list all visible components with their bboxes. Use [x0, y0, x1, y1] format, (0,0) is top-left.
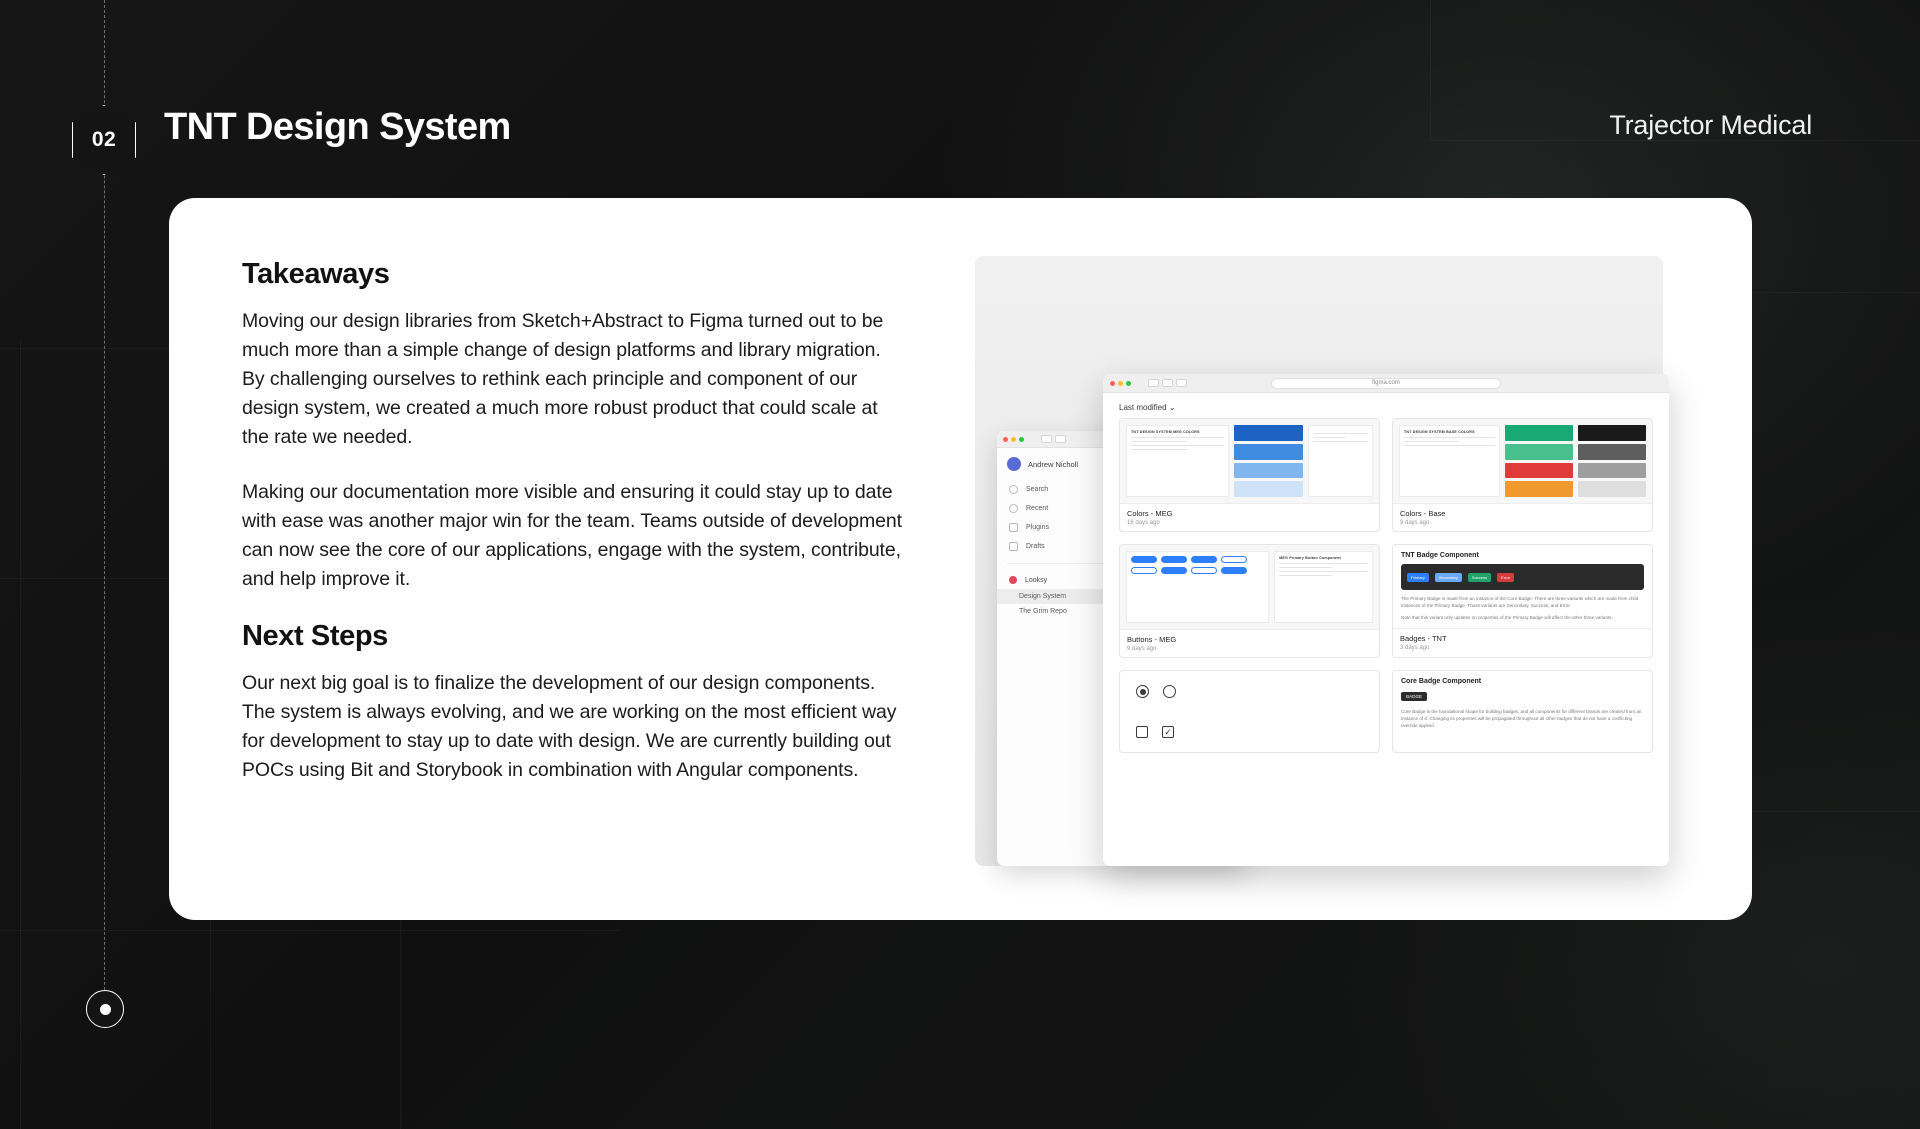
- sidebar-item-label: Design System: [1019, 593, 1067, 600]
- core-badge-body: Core Badge is the foundational shape for building badges, and all components for different brands are created from an instance of it. Changing its properties will be propagated throughout all other badges that do not have a conflicting override applied.: [1401, 709, 1642, 728]
- file-modified: 9 days ago: [1400, 520, 1430, 526]
- badge-variants-row: [1401, 564, 1644, 590]
- minimize-icon: [1011, 437, 1016, 442]
- bg-grid-line: [20, 340, 21, 1129]
- color-swatch: [1234, 425, 1303, 441]
- bg-grid-line: [1430, 0, 1431, 140]
- project-color-icon: [1009, 576, 1017, 584]
- color-swatch: [1505, 463, 1573, 479]
- section-paragraph: Making our documentation more visible and ensuring it could stay up to date with ease was another major win for the team. Teams outside of development can now see the core of our applications, engage with the system, contribute, and help improve it.: [242, 481, 902, 590]
- file-title: Colors - MEG: [1127, 509, 1173, 518]
- section-paragraph: Our next big goal is to finalize the development of our design components. The system is always evolving, and we are working on the most efficient way for development to stay up to date with design. We are currently building out POCs using Bit and Storybook in combination with Angular components.: [242, 672, 897, 781]
- button-preview: [1161, 556, 1187, 563]
- file-thumbnail: [1393, 419, 1652, 503]
- thumbnail-swatches: [1578, 425, 1646, 497]
- section-paragraph: Moving our design libraries from Sketch+Abstract to Figma turned out to be much more than a simple change of design platforms and library migration. By challenging ourselves to rethink each principle and component of our design system, we created a much more robust product that could scale at the rate we needed.: [242, 310, 884, 448]
- color-swatch: [1578, 444, 1646, 460]
- badge-doc-body: The Primary Badge is made from an instance of the Core Badge. There are three variants which are made from child instances of the Primary Badge. Those variants are Secondary, Success, and Error.: [1401, 596, 1639, 608]
- core-badge-doc: [1393, 671, 1652, 736]
- radio-selected[interactable]: [1136, 685, 1149, 698]
- page-title: TNT Design System: [164, 106, 511, 148]
- button-preview: [1221, 556, 1247, 563]
- window-titlebar: [1103, 374, 1669, 393]
- core-badge-doc-tile[interactable]: [1392, 670, 1653, 753]
- nav-label: Recent: [1026, 505, 1049, 512]
- maximize-icon: [1126, 381, 1131, 386]
- core-badge-title: Core Badge Component: [1401, 678, 1482, 685]
- file-title: Colors - Base: [1400, 509, 1446, 518]
- brand-label: Trajector Medical: [1609, 110, 1812, 140]
- bg-grid-line: [0, 930, 620, 931]
- color-swatch: [1234, 463, 1303, 479]
- badge-error: Error: [1497, 573, 1514, 582]
- file-tile[interactable]: [1392, 418, 1653, 532]
- color-swatch: [1234, 444, 1303, 460]
- color-swatch: [1578, 425, 1646, 441]
- nav-label: Plugins: [1026, 524, 1049, 531]
- search-icon: [1009, 485, 1018, 494]
- color-swatch: [1578, 481, 1646, 497]
- file-caption: [1120, 629, 1379, 657]
- avatar: [1007, 457, 1021, 471]
- color-swatch: [1505, 425, 1573, 441]
- button-preview: [1131, 556, 1157, 563]
- button-preview: [1191, 556, 1217, 563]
- thumbnail-text-line: [1279, 563, 1368, 565]
- sort-filter-dropdown[interactable]: [1103, 393, 1669, 418]
- file-title: Buttons - MEG: [1127, 635, 1177, 644]
- badge-doc-note: Note that this variant only updates on properties of the Primary Badge will affect the other three variants.: [1401, 615, 1613, 620]
- thumbnail-text-line: [1279, 575, 1332, 577]
- checkbox-checked[interactable]: ✓: [1162, 726, 1174, 738]
- slide-number-badge: [72, 105, 136, 175]
- thumbnail-doc: [1399, 425, 1500, 497]
- file-thumbnail: [1120, 419, 1379, 503]
- file-caption: [1393, 503, 1652, 531]
- color-swatch: [1505, 481, 1573, 497]
- text-column: [242, 258, 902, 811]
- tab-chip: [1041, 435, 1052, 443]
- radio-unselected[interactable]: [1163, 685, 1176, 698]
- color-swatch: [1505, 444, 1573, 460]
- thumbnail-doc-heading: TNT DESIGN SYSTEM MEG COLORS: [1131, 430, 1200, 434]
- thumbnail-text-line: [1313, 433, 1368, 435]
- sidebar-item-label: The Grim Repo: [1019, 608, 1067, 615]
- controls-tile[interactable]: [1119, 670, 1380, 753]
- section-heading-takeaways: Takeaways: [242, 258, 390, 290]
- sort-filter-label: Last modified: [1119, 403, 1167, 412]
- badge-primary: Primary: [1407, 573, 1429, 582]
- titlebar-controls: [1041, 435, 1066, 443]
- thumbnail-text-line: [1131, 449, 1187, 451]
- checkbox-group: [1120, 712, 1379, 752]
- button-preview: [1191, 567, 1217, 574]
- file-tile[interactable]: [1392, 544, 1653, 658]
- file-caption: [1120, 503, 1379, 531]
- button-preview: [1221, 567, 1247, 574]
- thumbnail-doc-heading: TNT DESIGN SYSTEM BASE COLORS: [1404, 430, 1475, 434]
- close-icon: [1003, 437, 1008, 442]
- checkbox-unchecked[interactable]: [1136, 726, 1148, 738]
- file-caption: [1393, 628, 1652, 656]
- color-swatch: [1578, 463, 1646, 479]
- thumbnail-swatches: [1234, 425, 1303, 497]
- thumbnail-text-line: [1279, 571, 1368, 573]
- maximize-icon: [1019, 437, 1024, 442]
- thumbnail-doc: [1274, 551, 1373, 623]
- file-grid: [1103, 418, 1669, 753]
- tab-chip: [1055, 435, 1066, 443]
- url-label: figma.com: [1372, 380, 1400, 386]
- bg-grid-line: [400, 920, 401, 1129]
- thumbnail-text-line: [1404, 441, 1459, 443]
- file-tile[interactable]: [1119, 544, 1380, 658]
- tab-chip: [1176, 379, 1187, 387]
- tab-chip: [1162, 379, 1173, 387]
- thumbnail-doc: [1126, 425, 1229, 497]
- file-tile[interactable]: [1119, 418, 1380, 532]
- file-thumbnail: [1120, 545, 1379, 629]
- user-name-label: Andrew Nicholl: [1028, 459, 1079, 469]
- file-title: Badges - TNT: [1400, 634, 1447, 643]
- color-swatch: [1234, 481, 1303, 497]
- nav-label: Search: [1026, 486, 1049, 493]
- titlebar-controls: [1148, 379, 1187, 387]
- chevron-down-icon: ⌄: [1168, 403, 1176, 412]
- badge-secondary: Secondary: [1435, 573, 1462, 582]
- tab-chip: [1148, 379, 1159, 387]
- badge-doc-title: TNT Badge Component: [1401, 552, 1479, 559]
- button-previews: [1131, 556, 1264, 574]
- thumbnail-text-line: [1131, 445, 1224, 447]
- screenshot-composite: [959, 256, 1659, 876]
- badge-success: Success: [1468, 573, 1491, 582]
- button-preview: [1131, 567, 1157, 574]
- nav-label: Drafts: [1026, 543, 1045, 550]
- file-modified: 9 days ago: [1127, 646, 1157, 652]
- thumbnail-text-line: [1313, 441, 1368, 443]
- core-badge-chip: BADGE: [1401, 692, 1427, 701]
- thumbnail-text-line: [1404, 437, 1495, 439]
- button-preview: [1161, 567, 1187, 574]
- figma-files-window: [1103, 374, 1669, 866]
- badge-doc-preview: [1393, 545, 1652, 628]
- slide-number-label: 02: [91, 128, 117, 151]
- timeline-end-node: [86, 990, 124, 1028]
- clock-icon: [1009, 504, 1018, 513]
- thumbnail-doc: [1308, 425, 1373, 497]
- thumbnail-doc: [1126, 551, 1269, 623]
- thumbnail-swatches: [1505, 425, 1573, 497]
- radio-fill-icon: [1140, 689, 1146, 695]
- thumbnail-text-line: [1404, 445, 1495, 447]
- thumbnail-text-line: [1131, 441, 1187, 443]
- close-icon: [1110, 381, 1115, 386]
- minimize-icon: [1118, 381, 1123, 386]
- timeline-node-dot-icon: [100, 1004, 111, 1015]
- thumbnail-text-line: [1131, 437, 1224, 439]
- plugin-icon: [1009, 523, 1018, 532]
- section-heading-next-steps: Next Steps: [242, 620, 388, 652]
- thumbnail-doc-heading: MEG Primary Button Component: [1279, 556, 1341, 560]
- file-modified: 3 days ago: [1400, 645, 1430, 651]
- radio-group: [1120, 671, 1379, 712]
- project-label: Looksy: [1025, 576, 1048, 584]
- file-modified: 16 days ago: [1127, 520, 1160, 526]
- thumbnail-text-line: [1279, 567, 1332, 569]
- file-icon: [1009, 542, 1018, 551]
- thumbnail-text-line: [1313, 437, 1346, 439]
- content-card: [169, 198, 1752, 920]
- url-bar[interactable]: [1271, 378, 1501, 389]
